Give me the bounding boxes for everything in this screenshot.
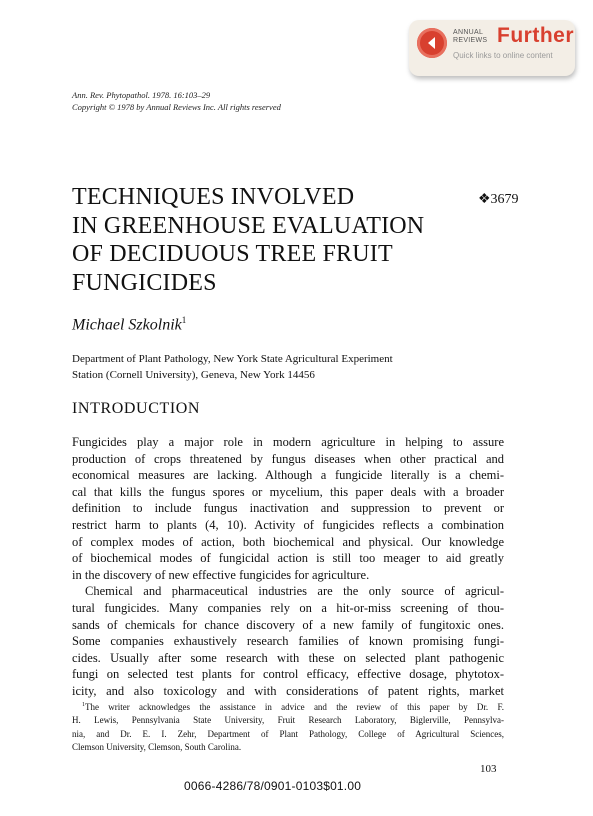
footnote-mark: 1 (82, 702, 85, 708)
page-number: 103 (480, 763, 497, 775)
body-line: of biochemical modes of fungicidal action is still too meager to aid greatly (72, 551, 504, 566)
body-line: cides. Usually after some research with these on selected plant pathogenic (72, 650, 504, 665)
body-line: cal that kills the fungus spores or mycelium, this paper deals with a broader (72, 484, 504, 499)
body-line: of complex modes of action, both biochemical and physical. Our knowledge (72, 534, 504, 549)
article-code: 0066-4286/78/0901-0103$01.00 (184, 779, 362, 793)
footnote-line: Clemson University, Clemson, South Carolina. (72, 741, 242, 752)
body-line: tural fungicides. Many companies rely on a hit-or-miss screening of thou- (72, 600, 504, 615)
affiliation-line: Department of Plant Pathology, New York State Agricultural Experiment (72, 353, 393, 365)
body-line: in the discovery of new effective fungicides for agriculture. (72, 567, 370, 582)
document-number: ❖3679 (478, 192, 519, 207)
body-text (72, 434, 504, 700)
affiliation-line: Station (Cornell University), Geneva, New York 14456 (72, 368, 315, 381)
body-line: definition to include fungus inactivation and suppression to prevent or (72, 501, 504, 516)
author-footnote-mark[interactable]: 1 (181, 315, 187, 325)
title-line: OF DECIDUOUS TREE FRUIT (72, 241, 393, 267)
author-name: Michael Szkolnik (72, 316, 182, 334)
title-line: TECHNIQUES INVOLVED (72, 184, 355, 210)
body-line: production of crops threatened by fungus diseases when other practical and (72, 451, 504, 466)
footnote-line: $^1$The writer acknowledges the assistance in advice and the review of this paper by Dr. F. (82, 702, 504, 712)
further-brand: Further (497, 24, 574, 47)
footnote-line: nia, and Dr. E. I. Zehr, Department of Plant Pathology, College of Agricultural Sciences, (72, 728, 504, 739)
annual-reviews-logo-text: ANNUAL REVIEWS (453, 29, 488, 44)
banner-tagline[interactable]: Quick links to online content (453, 51, 553, 60)
body-line: Chemical and pharmaceutical industries are the only source of agricul- (85, 584, 504, 599)
footnote (72, 699, 504, 754)
body-line: sands of chemicals for chance discovery of a new family of fungitoxic ones. (72, 617, 504, 632)
section-heading: INTRODUCTION (72, 400, 201, 417)
title-line: FUNGICIDES (72, 269, 217, 296)
title-line: IN GREENHOUSE EVALUATION (72, 212, 425, 239)
body-line: icity, and also toxicology and with considerations of patent rights, market (72, 683, 504, 698)
author-affiliation (72, 352, 492, 383)
annual-reviews-further-banner[interactable] (409, 20, 575, 76)
body-line: restrict harm to plants (4, 10). Activity of fungicides reflects a combination (72, 517, 504, 532)
body-line: Fungicides play a major role in modern agriculture in helping to assure (72, 435, 504, 449)
body-line: fungi on selected test plants for control efficacy, effective dosage, phytotox- (72, 667, 504, 682)
copyright-line: Copyright © 1978 by Annual Reviews Inc. All rights reserved (72, 102, 281, 112)
author-line (72, 315, 186, 334)
back-arrow-icon[interactable] (417, 28, 447, 58)
body-line: Some companies exhaustively research families of known promising fungi- (72, 634, 504, 649)
journal-citation: Ann. Rev. Phytopathol. 1978. 16:103–29 (72, 90, 211, 100)
body-line: economical measures are lacking. Although a fungicide literally is a chemi- (72, 468, 504, 483)
footnote-line: H. Lewis, Pennsylvania State University, Fruit Research Laboratory, Biglerville, Pennsylva- (72, 715, 504, 726)
article-title (72, 183, 492, 297)
